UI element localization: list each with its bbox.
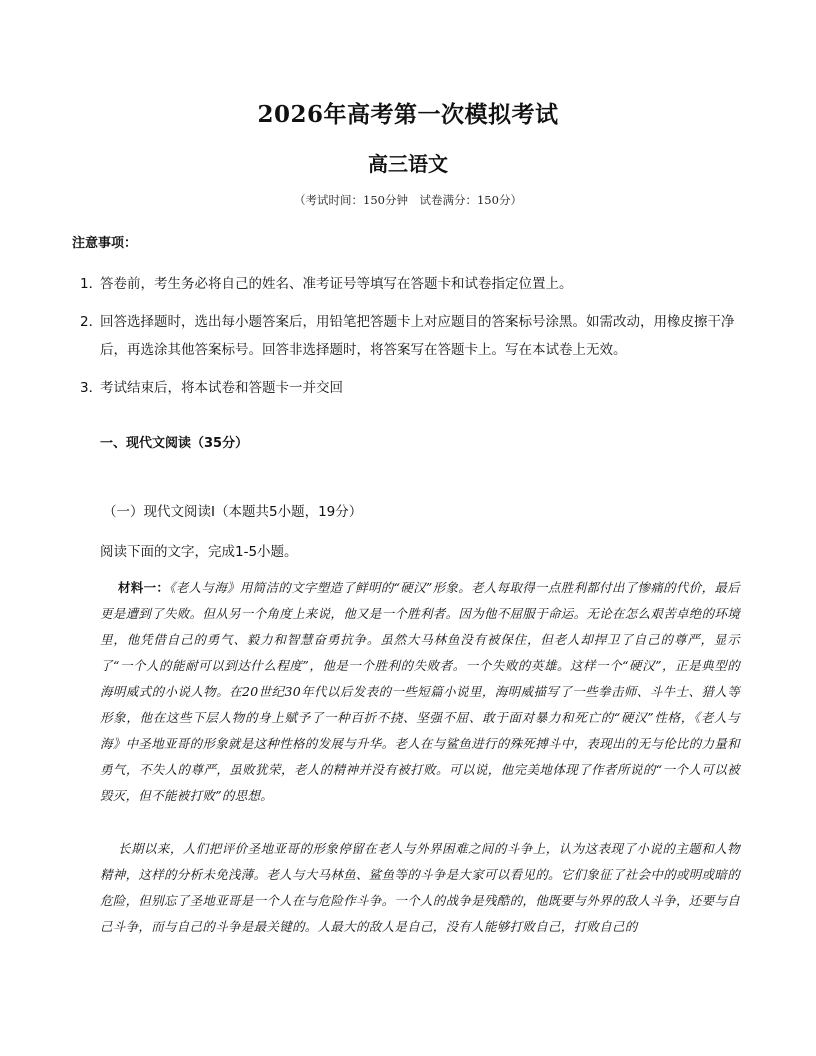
exam-title: 2026年高考第一次模拟考试 [257,101,559,128]
notice-item-text: 考试结束后，将本试卷和答题卡一并交回 [100,380,343,396]
material-paragraph-2 [100,836,740,940]
notice-heading: 注意事项： [72,236,138,251]
notice-item-3 [80,374,750,402]
subsection-heading: （一）现代文阅读Ⅰ（本题共5小题，19分） [103,504,363,520]
notice-item-number: 2． [80,314,103,330]
notice-item-text: 回答选择题时，选出每小题答案后，用铅笔把答题卡上对应题目的答案标号涂黑。如需改动，用橡皮擦干净后，再选涂其他答案标号。回答非选择题时，将答案写在答题卡上。写在本试卷上无效。 [100,314,735,358]
material-paragraph-1 [100,575,740,809]
notice-item-1 [80,270,750,298]
notice-item-2 [80,308,750,364]
material-label: 材料一： [118,580,170,595]
notice-item-number: 3． [80,380,103,396]
section-heading: 一、现代文阅读（35分） [100,436,249,451]
exam-info: （考试时间：150分钟 试卷满分：150分） [294,193,522,207]
material-paragraph-2-text: 长期以来，人们把评价圣地亚哥的形象停留在老人与外界困难之间的斗争上，认为这表现了小说的主题和人物精神，这样的分析未免浅薄。老人与大马林鱼、鲨鱼等的斗争是大家可以看见的。它们象征了社会中的或明或暗的危险，但别忘了圣地亚哥是一个人在与危险作斗争。一个人的战争是残酷的，他既要与外界的敌人斗争，还要与自己斗争，而与自己的斗争是最关键的。人最大的敌人是自己，没有人能够打败自己，打败自己的 [100,841,741,934]
reading-instruction: 阅读下面的文字，完成1-5小题。 [100,544,298,560]
notice-item-text: 答卷前，考生务必将自己的姓名、准考证号等填写在答题卡和试卷指定位置上。 [100,276,573,292]
exam-subject: 高三语文 [368,152,448,176]
material-paragraph-1-text: 《老人与海》用简洁的文字塑造了鲜明的“硬汉”形象。老人每取得一点胜利都付出了惨痛的代价，最后更是遭到了失败。但从另一个角度上来说，他又是一个胜利者。因为他不屈服于命运。无论在怎么艰苦卓绝的环境里，他凭借自己的勇气、毅力和智慧奋勇抗争。虽然大马林鱼没有被保住，但老人却捍卫了自己的尊严，显示了“一个人的能耐可以到达什么程度”，他是一个胜利的失败者。一个失败的英雄。这样一个“硬汉”，正是典型的海明威式的小说人物。在20世纪30年代以后发表的一些短篇小说里，海明威描写了一些拳击师、斗牛士、猎人等形象，他在这些下层人物的身上赋予了一种百折不挠、坚强不屈、敢于面对暴力和死亡的“硬汉”性格，《老人与海》中圣地亚哥的形象就是这种性格的发展与升华。老人在与鲨鱼进行的殊死搏斗中，表现出的无与伦比的力量和勇气，不失人的尊严，虽败犹荣，老人的精神并没有被打败。可以说，他完美地体现了作者所说的“一个人可以被毁灭，但不能被打败”的思想。 [100,580,741,803]
notice-item-number: 1． [80,276,103,292]
